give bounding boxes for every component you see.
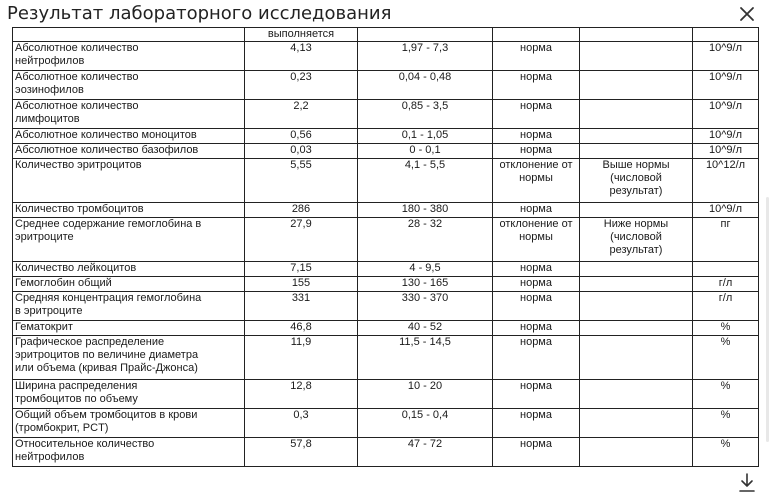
table-row xyxy=(13,71,759,100)
cell-status: норма xyxy=(493,144,580,159)
table-row xyxy=(13,100,759,129)
cell-name: Абсолютное количество базофилов xyxy=(13,144,245,159)
cell-unit xyxy=(693,28,759,42)
cell-value: 0,3 xyxy=(245,409,358,438)
cell-norm: 11,5 - 14,5 xyxy=(358,336,493,380)
cell-norm: 28 - 32 xyxy=(358,218,493,262)
lab-results-document[interactable] xyxy=(0,28,771,463)
cell-note xyxy=(580,277,693,292)
cell-status: норма xyxy=(493,262,580,277)
cell-note: Выше нормы (числовой результат) xyxy=(580,159,693,203)
cell-status: норма xyxy=(493,438,580,467)
cell-name xyxy=(13,28,245,42)
cell-status: норма xyxy=(493,71,580,100)
cell-status: норма xyxy=(493,321,580,336)
table-row xyxy=(13,277,759,292)
cell-norm: 0,15 - 0,4 xyxy=(358,409,493,438)
cell-note xyxy=(580,100,693,129)
cell-value: 2,2 xyxy=(245,100,358,129)
cell-name: Абсолютное количество моноцитов xyxy=(13,129,245,144)
cell-unit: пг xyxy=(693,218,759,262)
cell-note xyxy=(580,409,693,438)
cell-unit: 10^9/л xyxy=(693,42,759,71)
table-row xyxy=(13,203,759,218)
table-row xyxy=(13,409,759,438)
download-icon[interactable] xyxy=(738,471,756,495)
cell-name: Ширина распределения тромбоцитов по объему xyxy=(13,380,245,409)
cell-value: 27,9 xyxy=(245,218,358,262)
cell-note xyxy=(580,336,693,380)
cell-value: 0,23 xyxy=(245,71,358,100)
cell-norm: 40 - 52 xyxy=(358,321,493,336)
cell-norm: 0,85 - 3,5 xyxy=(358,100,493,129)
lab-results-table xyxy=(12,27,759,467)
dialog-title: Результат лабораторного исследования xyxy=(7,3,392,24)
cell-name: Гемоглобин общий xyxy=(13,277,245,292)
cell-name: Абсолютное количество нейтрофилов xyxy=(13,42,245,71)
cell-value: выполняется xyxy=(245,28,358,42)
cell-value: 0,03 xyxy=(245,144,358,159)
cell-value: 331 xyxy=(245,292,358,321)
table-row xyxy=(13,144,759,159)
cell-value: 5,55 xyxy=(245,159,358,203)
cell-status: норма xyxy=(493,277,580,292)
scrollbar[interactable] xyxy=(766,197,769,442)
cell-status: отклонение от нормы xyxy=(493,159,580,203)
cell-value: 11,9 xyxy=(245,336,358,380)
cell-value: 57,8 xyxy=(245,438,358,467)
cell-value: 46,8 xyxy=(245,321,358,336)
cell-status: норма xyxy=(493,203,580,218)
cell-name: Гематокрит xyxy=(13,321,245,336)
cell-status xyxy=(493,28,580,42)
cell-status: отклонение от нормы xyxy=(493,218,580,262)
cell-norm: 0 - 0,1 xyxy=(358,144,493,159)
cell-name: Общий объем тромбоцитов в крови (тромбокрит, PCT) xyxy=(13,409,245,438)
cell-note xyxy=(580,380,693,409)
cell-value: 286 xyxy=(245,203,358,218)
table-row xyxy=(13,336,759,380)
cell-name: Графическое распределение эритроцитов по величине диаметра или объема (кривая Прайс-Джонса) xyxy=(13,336,245,380)
cell-unit: г/л xyxy=(693,292,759,321)
cell-norm: 1,97 - 7,3 xyxy=(358,42,493,71)
cell-norm: 130 - 165 xyxy=(358,277,493,292)
cell-status: норма xyxy=(493,129,580,144)
cell-name: Среднее содержание гемоглобина в эритроците xyxy=(13,218,245,262)
cell-norm: 10 - 20 xyxy=(358,380,493,409)
close-icon[interactable] xyxy=(737,4,757,24)
cell-name: Средняя концентрация гемоглобина в эритроците xyxy=(13,292,245,321)
cell-unit: 10^9/л xyxy=(693,71,759,100)
cell-unit: 10^9/л xyxy=(693,129,759,144)
lab-results-body xyxy=(13,28,759,467)
cell-name: Количество тромбоцитов xyxy=(13,203,245,218)
cell-note xyxy=(580,321,693,336)
cell-note xyxy=(580,71,693,100)
cell-name: Количество эритроцитов xyxy=(13,159,245,203)
cell-unit: % xyxy=(693,409,759,438)
cell-unit: % xyxy=(693,321,759,336)
table-row xyxy=(13,380,759,409)
cell-status: норма xyxy=(493,42,580,71)
cell-value: 4,13 xyxy=(245,42,358,71)
cell-unit: % xyxy=(693,380,759,409)
cell-status: норма xyxy=(493,292,580,321)
cell-norm: 4 - 9,5 xyxy=(358,262,493,277)
cell-norm: 47 - 72 xyxy=(358,438,493,467)
cell-unit: % xyxy=(693,336,759,380)
cell-norm: 0,1 - 1,05 xyxy=(358,129,493,144)
cell-value: 12,8 xyxy=(245,380,358,409)
cell-note xyxy=(580,42,693,71)
cell-norm: 4,1 - 5,5 xyxy=(358,159,493,203)
cell-name: Абсолютное количество лимфоцитов xyxy=(13,100,245,129)
cell-unit: % xyxy=(693,438,759,467)
cell-norm: 180 - 380 xyxy=(358,203,493,218)
cell-note xyxy=(580,292,693,321)
table-row xyxy=(13,28,759,42)
cell-status: норма xyxy=(493,380,580,409)
table-row xyxy=(13,42,759,71)
cell-name: Количество лейкоцитов xyxy=(13,262,245,277)
cell-value: 155 xyxy=(245,277,358,292)
cell-status: норма xyxy=(493,409,580,438)
cell-unit: 10^9/л xyxy=(693,100,759,129)
cell-name: Абсолютное количество эозинофилов xyxy=(13,71,245,100)
table-row xyxy=(13,292,759,321)
table-row xyxy=(13,262,759,277)
cell-norm: 330 - 370 xyxy=(358,292,493,321)
cell-unit: 10^9/л xyxy=(693,203,759,218)
table-row xyxy=(13,438,759,467)
cell-status: норма xyxy=(493,100,580,129)
cell-value: 7,15 xyxy=(245,262,358,277)
cell-note: Ниже нормы (числовой результат) xyxy=(580,218,693,262)
cell-unit: 10^9/л xyxy=(693,144,759,159)
table-row xyxy=(13,321,759,336)
cell-name: Относительное количество нейтрофилов xyxy=(13,438,245,467)
cell-note xyxy=(580,28,693,42)
cell-value: 0,56 xyxy=(245,129,358,144)
table-row xyxy=(13,218,759,262)
cell-note xyxy=(580,129,693,144)
cell-unit: 10^12/л xyxy=(693,159,759,203)
cell-unit: г/л xyxy=(693,277,759,292)
table-row xyxy=(13,129,759,144)
cell-note xyxy=(580,203,693,218)
cell-unit xyxy=(693,262,759,277)
cell-note xyxy=(580,262,693,277)
table-row xyxy=(13,159,759,203)
cell-norm xyxy=(358,28,493,42)
cell-status: норма xyxy=(493,336,580,380)
cell-note xyxy=(580,438,693,467)
cell-note xyxy=(580,144,693,159)
cell-norm: 0,04 - 0,48 xyxy=(358,71,493,100)
